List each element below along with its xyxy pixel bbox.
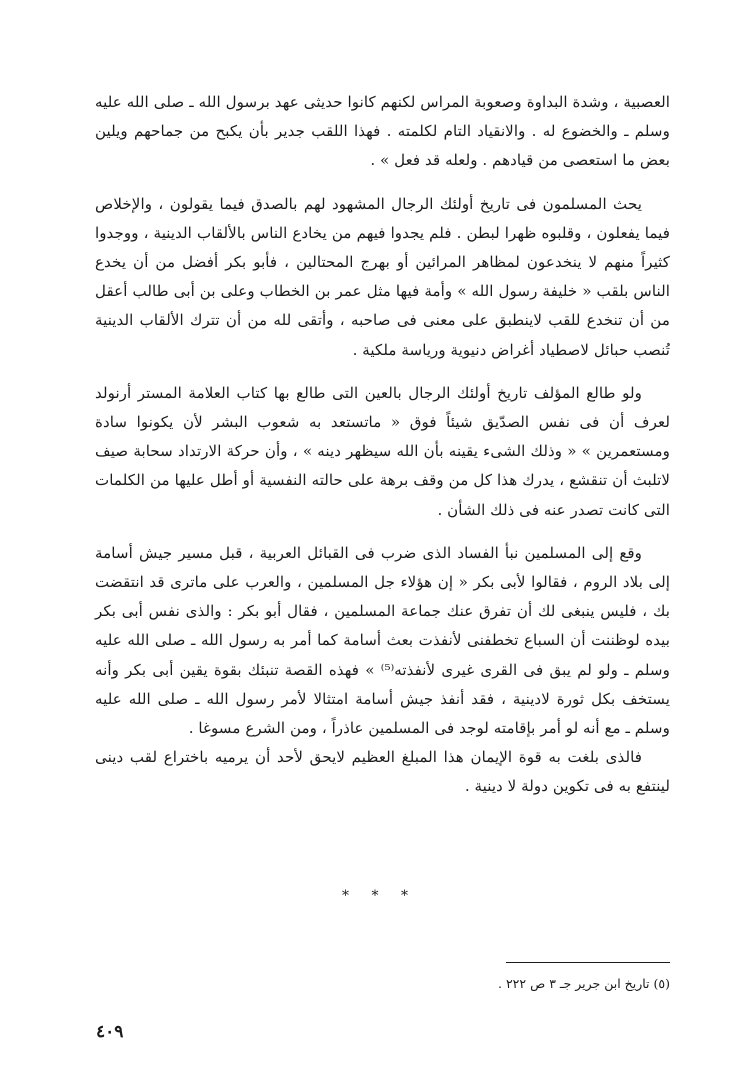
text-line: ومستعمرين » « وذلك الشىء يقينه بأن الله سيظهر دينه » ، وأن حركة الارتداد سحابة صيف bbox=[95, 442, 670, 461]
paragraph-1 bbox=[95, 88, 670, 176]
text-line: وسلم ـ مع أنه لو أمر بإقامته لوجد فى المسلمين عاذراً ، ومن الشرع مسوغا . bbox=[188, 719, 670, 738]
text-line: التى كانت تصدر عنه فى ذلك الشأن . bbox=[437, 500, 670, 519]
text-line: يحث المسلمون فى تاريخ أولئك الرجال المشهود لهم بالصدق فيما يقولون ، والإخلاص فيما bbox=[95, 194, 671, 242]
text-line: تنخدع للقب لاينطبق على معنى فى صاحبه ، وأتقى لله من أن تترك الألقاب الدينية تُنصب bbox=[95, 311, 670, 359]
text-line: وسلم ـ والخضوع له . والانقياد التام لكلمته . فهذا اللقب جدير بأن يكبح من جماحهم ويلين bbox=[95, 122, 670, 141]
text-line: فالذى بلغت به قوة الإيمان هذا المبلغ العظيم لايحق لأحد أن يرميه باختراع لقب دينى bbox=[95, 748, 642, 767]
text-line: يفعلون ، وقلبوه ظهرا لبطن . فلم يجدوا فيهم من يخادع الناس بالألقاب الدينية ، ووجدوا bbox=[95, 223, 640, 242]
paragraph-3 bbox=[95, 379, 670, 525]
paragraph-2 bbox=[95, 190, 670, 365]
text-line: يستخف بكل ثورة لادينية ، فقد أنفذ جيش أسامة امتثالا لأمر رسول الله ـ صلى الله عليه bbox=[95, 689, 670, 708]
paragraph-5 bbox=[95, 743, 670, 801]
asterisk: * bbox=[371, 888, 379, 904]
text-line: العصبية ، وشدة البداوة وصعوبة المراس لكنهم كانوا حديثى عهد برسول الله ـ صلى الله عليه bbox=[95, 93, 670, 111]
footnote: (٥) تاريخ ابن جرير جـ ٣ ص ٢٢٢ . bbox=[498, 976, 670, 991]
text-line: لينتفع به فى تكوين دولة لا دينية . bbox=[464, 777, 670, 796]
text-line: بلاد الروم ، فقالوا لأبى بكر « إن هؤلاء جل المسلمين ، والعرب على ماترى قد انتقضت bbox=[95, 573, 643, 592]
text-line: بك ، فليس ينبغى لك أن تفرق عنك جماعة المسلمين ، فقال أبو بكر : والذى نفس أبى بكر bbox=[95, 602, 670, 621]
footnote-divider bbox=[506, 962, 670, 963]
text-line: لاتلبث أن تنقشع ، يدرك هذا كل من وقف برهة على حالته النفسية أو أطل عليها من الكلمات bbox=[95, 471, 670, 490]
page-number: ٤٠٩ bbox=[96, 1022, 124, 1042]
text-line: وقع إلى المسلمين نبأ الفساد الذى ضرب فى القبائل العربية ، قبل مسير جيش أسامة إلى bbox=[95, 543, 670, 592]
text-line: بيده لوظننت أن السباع تخطفنى لأنفذت بعث أسامة كما أمر به رسول الله ـ صلى الله عليه bbox=[95, 631, 670, 650]
text-line: ولو طالع المؤلف تاريخ أولئك الرجال بالعين التى طالع بها كتاب العلامة المستر أرنولد bbox=[95, 383, 642, 402]
text-line: وسلم ـ ولو لم يبق فى القرى غيرى لأنفذته⁽⁵⁾ » فهذه القصة تنبئك بقوة يقين أبى بكر وأنه bbox=[95, 660, 670, 679]
section-separator bbox=[0, 888, 750, 904]
main-text bbox=[95, 88, 670, 802]
asterisk: * bbox=[400, 888, 408, 904]
text-line: كثيراً منهم لا ينخدعون لمظاهر المرائين أو بهرج المحتالين ، فأبو بكر أفضل من أن يخدع الناس bbox=[95, 253, 670, 301]
text-line: حبائل لاصطياد أغراض دنيوية ورياسة ملكية . bbox=[352, 340, 629, 359]
text-line: بلقب « خليفة رسول الله » وأمة فيها مثل عمر بن الخطاب وعلى بن أبى طالب أعقل من أن bbox=[95, 282, 671, 330]
text-line: بعض ما استعصى من قيادهم . ولعله قد فعل » . bbox=[370, 151, 670, 170]
paragraph-4 bbox=[95, 539, 670, 743]
text-line: لعرف أن فى نفس الصدّيق شيئاً فوق « ماتستعد به شعوب البشر لأن يكونوا سادة bbox=[95, 413, 670, 432]
asterisk: * bbox=[342, 888, 350, 904]
